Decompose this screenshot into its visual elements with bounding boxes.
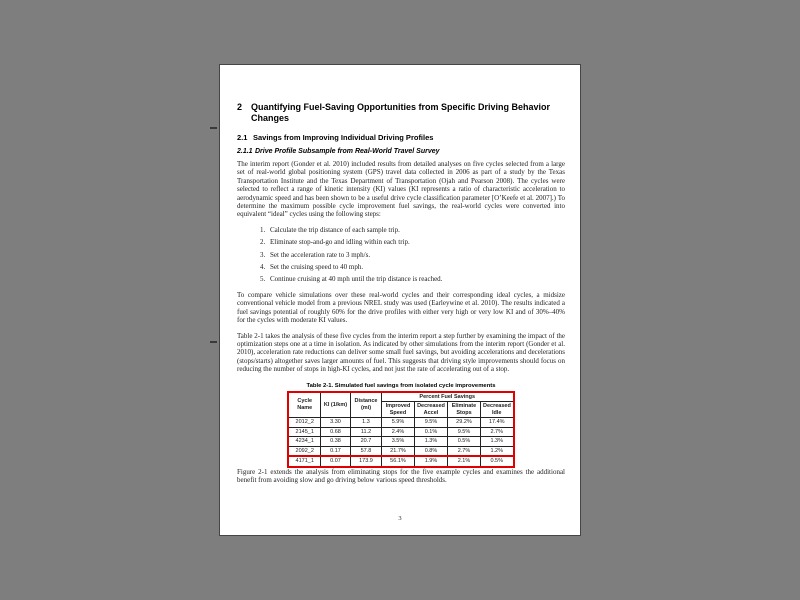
table-cell: 5.9% [381, 418, 414, 428]
table-cell: 2092_2 [288, 446, 320, 456]
document-page [219, 64, 581, 536]
table-cell: 0.5% [447, 437, 480, 447]
table-cell: 0.07 [320, 456, 350, 467]
col-header-decreased-idle: Decreased Idle [480, 402, 513, 418]
list-item: 4. Set the cruising speed to 40 mph. [267, 263, 565, 271]
table-body [288, 418, 513, 467]
table-cell: 1.2% [480, 446, 513, 456]
section-number: 2 [237, 102, 243, 112]
table-cell: 0.68 [320, 427, 350, 437]
col-header-percent-fuel-savings: Percent Fuel Savings [381, 392, 513, 402]
table-cell: 1.3 [350, 418, 381, 428]
ideal-cycle-steps-list [237, 226, 565, 284]
table-cell: 9.5% [414, 418, 447, 428]
table-cell: 173.9 [350, 456, 381, 467]
table-caption: Table 2-1. Simulated fuel savings from isolated cycle improvements [306, 382, 496, 389]
paragraph: To compare vehicle simulations over these real-world cycles and their corresponding ideal cycles, a midsize conventional vehicle model from a previous NREL study was used (Earleywine et al. 2010). The results indicated a fuel savings potential of roughly 60% for the drive profiles with either very high or very low KI and of 30%–40% for the cycles with moderate KI values. [237, 290, 565, 325]
list-item: 3. Set the acceleration rate to 3 mph/s. [267, 251, 565, 259]
table-cell: 4171_1 [288, 456, 320, 467]
margin-mark [210, 127, 217, 129]
table-cell: 2012_2 [288, 418, 320, 428]
table-cell: 29.2% [447, 418, 480, 428]
page-number: 3 [398, 515, 402, 522]
table-cell: 0.38 [320, 437, 350, 447]
paragraph: The interim report (Gonder et al. 2010) included results from detailed analyses on five cycles selected from a large set of real-world global positioning system (GPS) travel data collected in 2006 as part of a study by the Texas Transportation Institute and the Texas Department of Transportation (Ojah and Pearson 2008). The cycles were selected to reflect a range of kinetic intensity (KI) values (KI represents a ratio of characteristic acceleration to aerodynamic speed and has been shown to be a useful drive cycle classification parameter [O’Keefe et al. 2007].) To determine the maximum possible cycle improvement fuel savings, the real-world cycles were converted into equivalent “ideal” cycles using the following steps: [237, 160, 565, 219]
table-cell: 0.5% [480, 456, 513, 467]
subsection-heading [237, 133, 565, 142]
table-cell: 3.30 [320, 418, 350, 428]
table-row [288, 437, 513, 447]
col-header-decreased-accel: Decreased Accel [414, 402, 447, 418]
table-cell: 2145_1 [288, 427, 320, 437]
margin-mark [210, 341, 217, 343]
table-cell: 11.2 [350, 427, 381, 437]
table-header [288, 392, 513, 418]
col-header-ki: KI (1/km) [320, 392, 350, 418]
subsubsection-heading [237, 147, 565, 156]
table-cell: 1.9% [414, 456, 447, 467]
fuel-savings-table [287, 391, 514, 468]
table-cell: 20.7 [350, 437, 381, 447]
table-cell: 0.1% [414, 427, 447, 437]
table-row [288, 427, 513, 437]
table-cell: 56.1% [381, 456, 414, 467]
table-cell: 2.1% [447, 456, 480, 467]
table-cell: 2.4% [381, 427, 414, 437]
subsection-title: Savings from Improving Individual Driving Profiles [253, 133, 434, 142]
col-header-eliminate-stops: Eliminate Stops [447, 402, 480, 418]
table-cell: 0.8% [414, 446, 447, 456]
table-cell: 2.7% [447, 446, 480, 456]
table-cell: 17.4% [480, 418, 513, 428]
paragraph: Table 2-1 takes the analysis of these five cycles from the interim report a step further by examining the impact of the optimization steps one at a time in isolation. As indicated by other simulations from the interim report (Gonder et al. 2010), acceleration rate reductions can deliver some small fuel savings, but avoiding accelerations and decelerations (stops/starts) altogether saves larger amounts of fuel. This suggests that driving style improvements should focus on reducing the number of stops in high-KI cycles, and not just the rate of accelerating out of a stop. [237, 331, 565, 374]
paragraph: Figure 2-1 extends the analysis from eliminating stops for the five example cycles and examines the additional benefit from avoiding slow and go driving below various speed thresholds. [237, 467, 565, 484]
col-header-distance: Distance (mi) [350, 392, 381, 418]
table-cell: 3.5% [381, 437, 414, 447]
table-row [288, 418, 513, 428]
table-cell: 0.17 [320, 446, 350, 456]
table-cell: 1.3% [414, 437, 447, 447]
list-item: 2. Eliminate stop-and-go and idling within each trip. [267, 238, 565, 246]
table-cell: 1.3% [480, 437, 513, 447]
table-cell: 21.7% [381, 446, 414, 456]
col-header-cycle-name: Cycle Name [288, 392, 320, 418]
col-header-improved-speed: Improved Speed [381, 402, 414, 418]
list-item: 5. Continue cruising at 40 mph until the trip distance is reached. [267, 275, 565, 283]
section-title: Quantifying Fuel-Saving Opportunities from Specific Driving Behavior Changes [251, 102, 551, 123]
table-row [288, 446, 513, 456]
subsubsection-number: 2.1.1 [237, 148, 253, 155]
list-item: 1. Calculate the trip distance of each sample trip. [267, 226, 565, 234]
table-cell: 57.8 [350, 446, 381, 456]
subsection-number: 2.1 [237, 133, 248, 142]
table-row [288, 456, 513, 467]
table-cell: 9.5% [447, 427, 480, 437]
table-cell: 2.7% [480, 427, 513, 437]
section-heading [237, 102, 565, 124]
subsubsection-title: Drive Profile Subsample from Real-World Travel Survey [255, 148, 440, 155]
table-cell: 4234_1 [288, 437, 320, 447]
